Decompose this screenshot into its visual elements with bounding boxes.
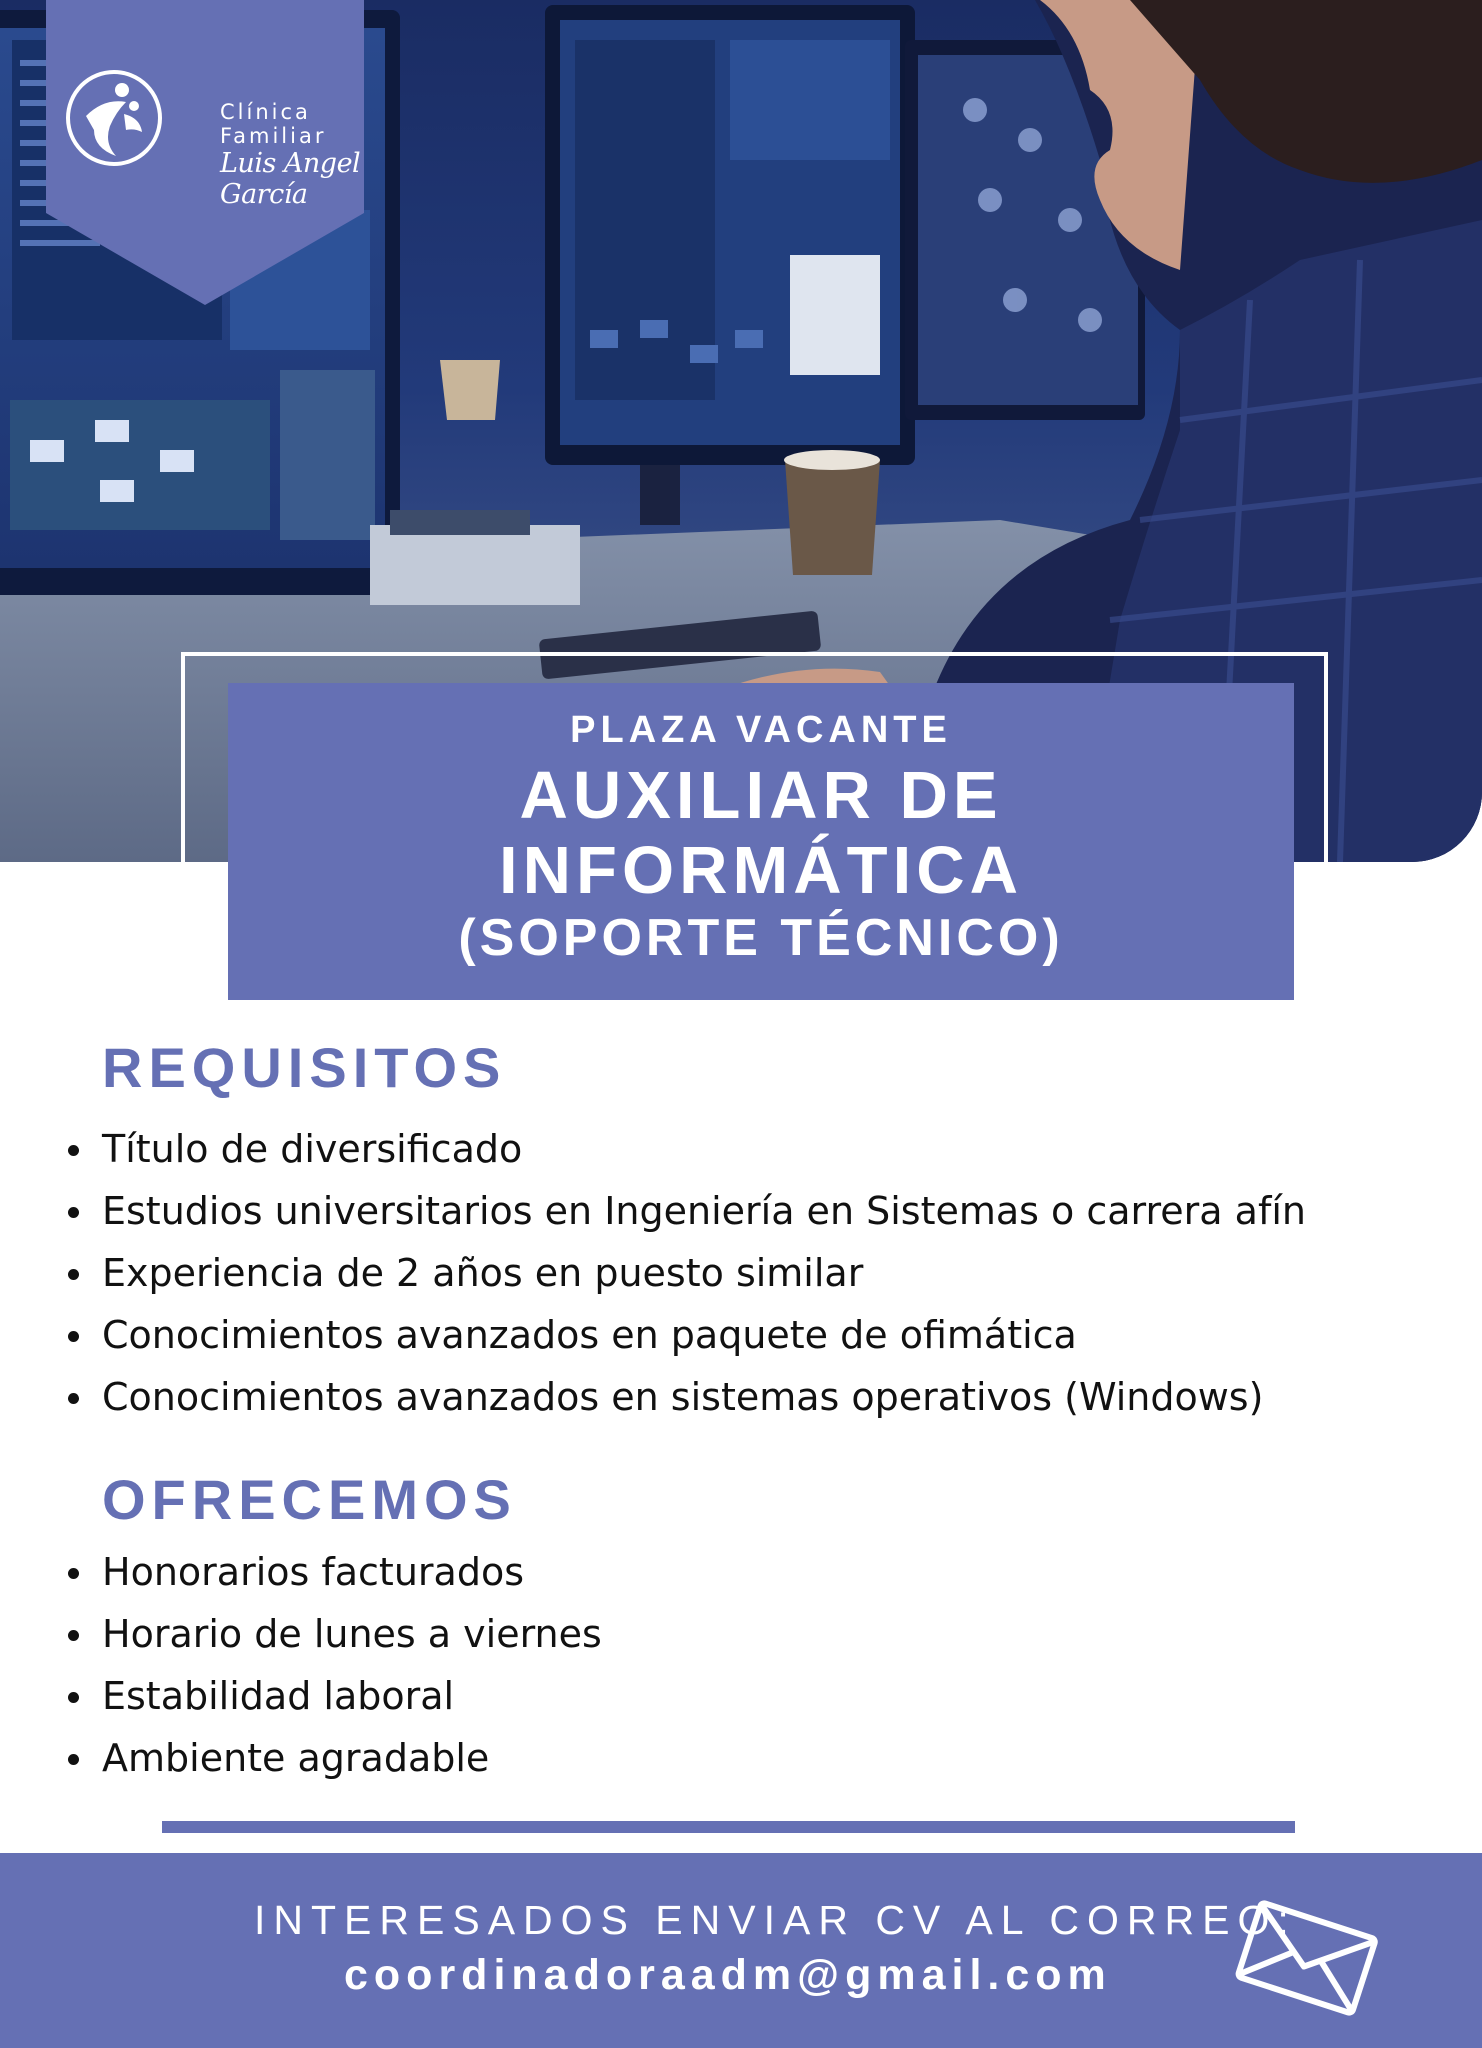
- list-item: Título de diversificado: [62, 1118, 1306, 1180]
- job-title-line-2: INFORMÁTICA: [499, 833, 1023, 908]
- contact-email[interactable]: coordinadoraadm@gmail.com: [344, 1951, 1112, 1999]
- clinic-family-logo-icon: [64, 68, 164, 168]
- ofrecemos-list: [62, 1541, 602, 1789]
- list-item: Conocimientos avanzados en sistemas operativos (Windows): [62, 1366, 1306, 1428]
- list-item: Conocimientos avanzados en paquete de ofimática: [62, 1304, 1306, 1366]
- footer-caption: INTERESADOS ENVIAR CV AL CORREO:: [254, 1897, 1297, 1943]
- list-item: Ambiente agradable: [62, 1727, 602, 1789]
- list-item: Experiencia de 2 años en puesto similar: [62, 1242, 1306, 1304]
- logo-line-2: Luis Angel García: [220, 148, 361, 211]
- logo-wordmark: [220, 100, 364, 210]
- section-divider: [162, 1821, 1295, 1833]
- title-kicker: PLAZA VACANTE: [570, 709, 952, 751]
- ofrecemos-heading: OFRECEMOS: [102, 1468, 517, 1531]
- job-title: [228, 758, 1294, 908]
- job-title-line-1: AUXILIAR DE: [519, 758, 1003, 833]
- list-item: Honorarios facturados: [62, 1541, 602, 1603]
- footer-bar: [0, 1853, 1482, 2048]
- envelope-icon: [1232, 1897, 1382, 2017]
- monitor-center: [545, 5, 915, 525]
- job-subtitle: (SOPORTE TÉCNICO): [458, 909, 1064, 967]
- list-item: Estudios universitarios en Ingeniería en Sistemas o carrera afín: [62, 1180, 1306, 1242]
- logo-ribbon: [46, 0, 364, 305]
- title-box: [228, 683, 1294, 1000]
- list-item: Estabilidad laboral: [62, 1665, 602, 1727]
- requisitos-heading: REQUISITOS: [102, 1036, 507, 1099]
- requisitos-list: [62, 1118, 1306, 1428]
- logo-line-1: Clínica Familiar: [220, 100, 327, 149]
- list-item: Horario de lunes a viernes: [62, 1603, 602, 1665]
